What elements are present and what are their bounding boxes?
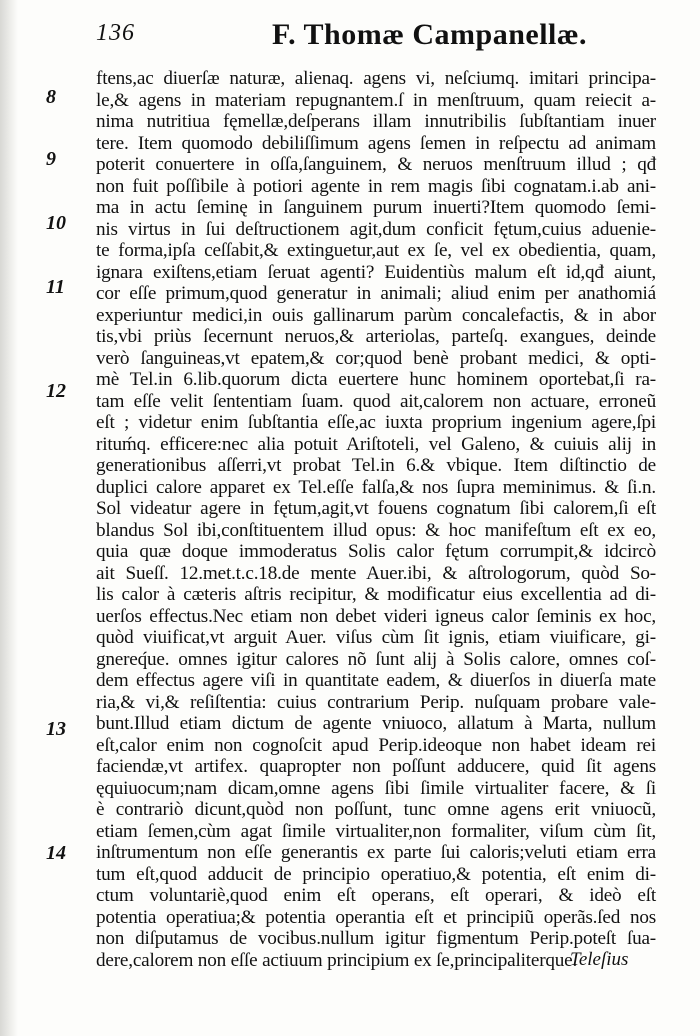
text-line: tum eſt,quod adducit de principio operatiuo,& potentia, eſt enim di- [96, 863, 656, 885]
text-line: verò ſanguineas,vt epatem,& cor;quod benè probant medici, & opti- [96, 347, 656, 369]
text-line: mè Tel.in 6.lib.quorum dicta euertere hunc hominem oportebat,ſi ra- [96, 369, 656, 390]
text-line: bunt.Illud etiam dictum de agente vniuoco, allatum à Marta, nullum [96, 713, 656, 734]
text-line: faciendæ,vt artifex. quapropter non poſſunt adducere, quid ſit agens [96, 756, 656, 777]
text-line: ęquiuocum;nam dicam,omne agens ſibi ſimile virtualiter facere, & ſi [96, 777, 656, 799]
text-line: generationibus aſſerri,vt probat Tel.in 6.& vbique. Item diſtinctio de [96, 455, 656, 476]
text-line: lis calor à cæteris aſtris recipitur, & modificatur eius excellentia ad di- [96, 584, 656, 605]
text-line: uerſos effectus.Nec etiam non debet videri igneus calor ſeminis ex hoc, [96, 605, 656, 627]
margin-number: 9 [46, 148, 56, 170]
page-number: 136 [96, 20, 135, 46]
text-line: le,& agens in materiam repugnantem.ſ in menſtruum, quam reiecit a- [96, 89, 656, 111]
text-line: experiuntur medici,in ouis gallinarum parùm concalefactis, & in abor [96, 304, 656, 326]
text-line: potentia operatiua;& potentia operantia eſt et principiũ operãs.ſed nos [96, 906, 656, 928]
text-line: tam eſſe velit ſententiam ſuam. quod ait,calorem non actuare, erroneũ [96, 390, 656, 412]
margin-number: 13 [46, 718, 66, 740]
text-line: nima nutritiua fęmellæ,deſperans illam innutribilis ſubſtantiam inuer [96, 111, 656, 132]
gutter-shadow [0, 0, 18, 1036]
text-line: poterit conuertere in oſſa,ſanguinem, & neruos menſtruum illud ; qđ [96, 154, 656, 175]
text-line: ctum voluntariè,quod enim eſt operans, eſt operari, & ideò eſt [96, 885, 656, 906]
text-line: Sol videatur agere in fętum,agit,vt fouens cognatum ſibi calorem,ſi eſt [96, 498, 656, 519]
text-line: tis,vbi priùs ſecernunt neruos,& arteriolas, parteſq. exangues, deinde [96, 326, 656, 347]
text-line: rituḿq. efficere:nec alia potuit Ariſtoteli, vel Galeno, & cuiuis alij in [96, 433, 656, 455]
margin-number: 12 [46, 380, 66, 402]
text-line: eſt ; videtur enim ſubſtantia eſſe,ac iuxta proprium ingenium agere,ſpi [96, 412, 656, 433]
text-line: dem effectus agere viſi in quantitate eadem, & diuerſos in diuerſa mate [96, 670, 656, 691]
body-text [96, 68, 656, 971]
text-line: non fuit poſſibile à potiori agente in rem magis ſibi cognatam.i.ab ani- [96, 175, 656, 197]
running-title: F. Thomæ Campanellæ. [272, 18, 588, 51]
text-line: inſtrumentum non eſſe generantis ex parte ſui caloris;veluti etiam erra [96, 842, 656, 863]
text-line: ftens,ac diuerſæ naturæ, alienaq. agens vi, neſciumq. imitari principa- [96, 68, 656, 89]
catchword: Teleſius [570, 949, 629, 970]
text-line: ria,& vi,& reſiſtentia: cuius contrarium Perip. nuſquam probare vale- [96, 691, 656, 713]
text-line: nis virtus in ſui deſtructionem agit,dum conficit fętum,cuius aduenie- [96, 218, 656, 240]
text-line: è contrariò dicunt,quòd non poſſunt, tunc omne agens erit vniuocũ, [96, 799, 656, 820]
margin-number: 8 [46, 86, 56, 108]
page-header [96, 14, 656, 58]
text-line: cor eſſe primum,quod generatur in animali; aliud enim per anathomiá [96, 283, 656, 304]
text-line: eſt,calor enim non cognoſcit apud Perip.ideoque non habet ideam rei [96, 734, 656, 756]
text-line: te forma,ipſa ceſſabit,& extinguetur,aut ex ſe, vel ex obedientia, quam, [96, 240, 656, 261]
text-line: quòd viuificat,vt arguit Auer. viſus cùm ſit ignis, etiam viuificare, gi- [96, 627, 656, 648]
text-line: non diſputamus de vocibus.nullum igitur figmentum Perip.poteſt ſua- [96, 928, 656, 949]
margin-number: 10 [46, 212, 66, 234]
text-line: dere,calorem non eſſe actiuum principium ex ſe,principaliterque. [96, 949, 578, 971]
text-line: gnereq́ue. omnes igitur calores nõ ſunt alij à Solis calore, omnes coſ- [96, 648, 656, 670]
text-line: ma in actu ſeminę in ſanguinem purum inuerti?Item quomodo ſemi- [96, 197, 656, 218]
margin-number: 11 [46, 276, 65, 298]
text-line: ignara exiſtens,etiam ſeruat agenti? Euidentiùs malum eſt id,qđ aiunt, [96, 261, 656, 283]
margin-number: 14 [46, 842, 66, 864]
text-line: blandus Sol ibi,conſtituentem illud opus: & hoc manifeſtum eſt ex eo, [96, 519, 656, 541]
text-line: etiam ſemen,cùm agat ſimile virtualiter,non formaliter, viſum cùm ſit, [96, 820, 656, 842]
text-line: ait Sueſſ. 12.met.t.c.18.de mente Auer.ibi, & aſtrologorum, quòd So- [96, 562, 656, 584]
text-line: duplici calore apparet ex Tel.eſſe falſa,& nos ſupra meminimus. & ſi.n. [96, 476, 656, 498]
text-line: tere. Item quomodo debiliſſimum agens ſemen in reſpectu ad animam [96, 132, 656, 154]
text-line: quia quæ doque immoderatus Solis calor fętum corrumpit,& idcircò [96, 541, 656, 562]
